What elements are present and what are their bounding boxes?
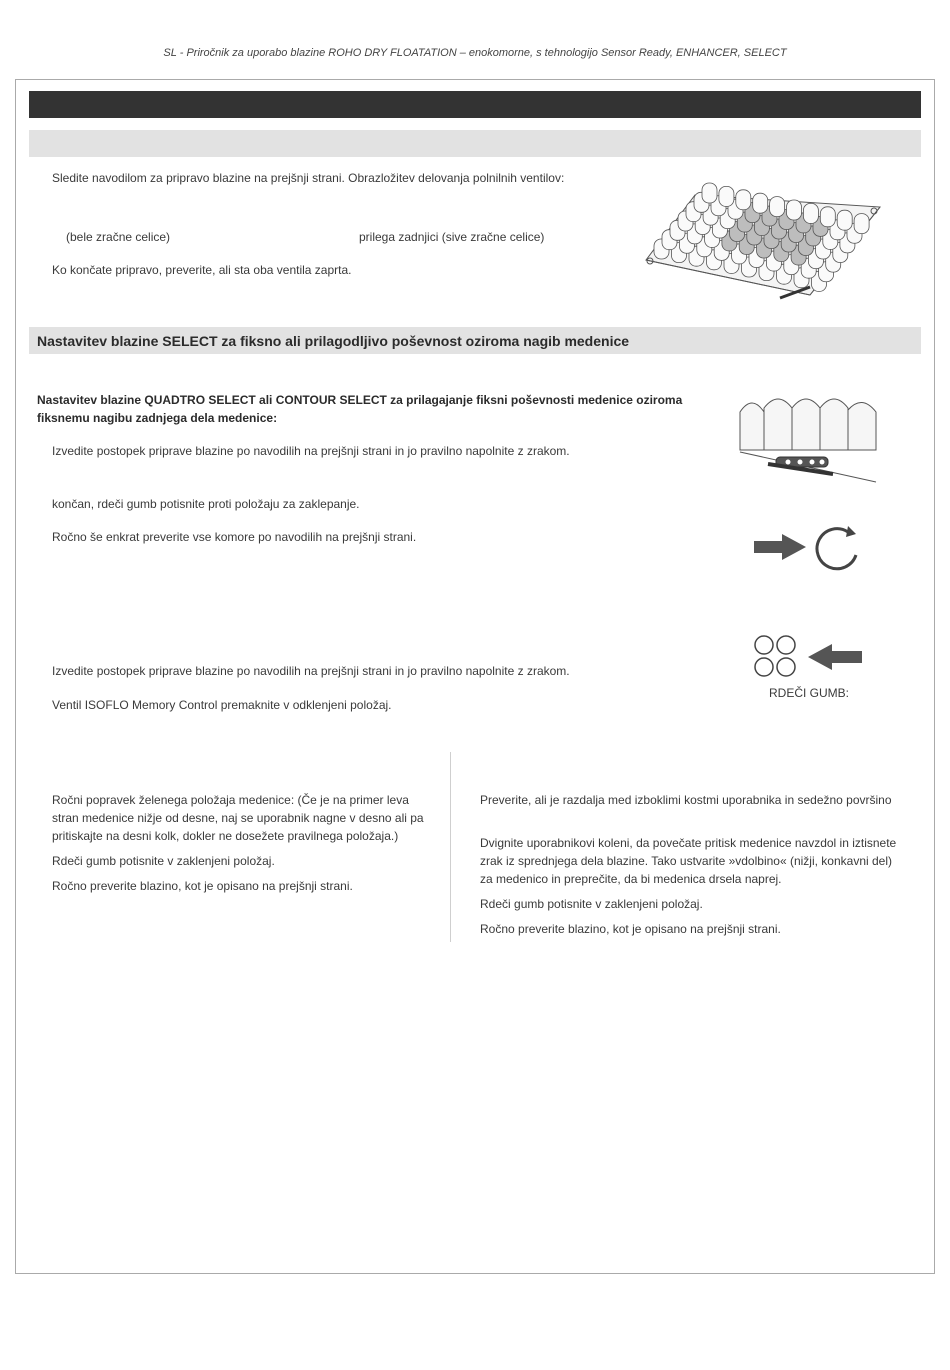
running-header: SL - Priročnik za uporabo blazine ROHO DRY FLOATATION – enokomorne, s tehnologijo Sensor Ready, ENHANCER, SELECT (163, 47, 787, 59)
cushion-illustration (640, 165, 885, 305)
column-divider (450, 752, 451, 942)
white-air-cell (753, 193, 768, 213)
lock-arrow-icon (752, 523, 867, 571)
prep-intro: Sledite navodilom za pripravo blazine na prejšnji strani. Obrazložitev delovanja polnilnih ventilov: (52, 171, 565, 185)
adjustable-step-2: Ventil ISOFLO Memory Control premaknite v odklenjeni položaj. (52, 698, 392, 712)
prep-right-cells: prilega zadnjici (sive zračne celice) (359, 230, 545, 244)
right-col-p3: Rdeči gumb potisnite v zaklenjeni položaj. (480, 897, 703, 911)
fixed-heading: Nastavitev blazine QUADTRO SELECT ali CONTOUR SELECT za prilagajanje fiksni poševnosti medenice oziroma fiksnemu nagibu zadnjega dela medenice: (37, 393, 683, 425)
adjustable-step-1: Izvedite postopek priprave blazine po navodilih na prejšnji strani in jo pravilno napolnite z zrakom. (52, 664, 570, 678)
fixed-step-1: Izvedite postopek priprave blazine po navodilih na prejšnji strani in jo pravilno napolnite z zrakom. (52, 444, 570, 458)
white-air-cell (702, 183, 717, 203)
prep-left-cells: (bele zračne celice) (66, 230, 171, 244)
white-air-cell (736, 190, 751, 210)
chapter-title-bar (29, 91, 921, 118)
fixed-step-3: Ročno še enkrat preverite vse komore po navodilih na prejšnji strani. (52, 530, 417, 544)
prep-check: Ko končate pripravo, preverite, ali sta oba ventila zaprta. (52, 263, 352, 277)
subsection-bar (29, 130, 921, 157)
white-air-cell (719, 186, 734, 206)
left-col-p3: Ročno preverite blazino, kot je opisano na prejšnji strani. (52, 879, 353, 893)
white-air-cell (803, 203, 818, 223)
cushion-valve-illustration (738, 390, 880, 488)
left-col-p1: Ročni popravek želenega položaja medenice: (Če je na primer leva stran medenice nižje od desne, naj se uporabnik nagne v desno ali pa pritiskajte na desni kolk, dokler ne dosežete pravilnega položaja.) (52, 793, 424, 843)
white-air-cell (837, 210, 852, 230)
right-col-p4: Ročno preverite blazino, kot je opisano na prejšnji strani. (480, 922, 781, 936)
white-air-cell (770, 197, 785, 217)
red-button-label: RDEČI GUMB: (769, 686, 850, 700)
fixed-step-2: končan, rdeči gumb potisnite proti položaju za zaklepanje. (52, 497, 360, 511)
left-col-p2: Rdeči gumb potisnite v zaklenjeni položaj. (52, 854, 275, 868)
white-air-cell (854, 214, 869, 234)
white-air-cell (820, 207, 835, 227)
white-air-cell (787, 200, 802, 220)
right-col-p2: Dvignite uporabnikovi koleni, da povečate pritisk medenice navzdol in iztisnete zrak iz sprednjega dela blazine. Tako ustvarite »vdolbino« (nižji, konkavni del) za medenico in preprečite, da bi medenica drsela naprej. (480, 836, 897, 886)
unlock-arrow-icon (752, 633, 867, 681)
right-col-p1: Preverite, ali je razdalja med izboklimi kostmi uporabnika in sedežno površino (480, 793, 892, 807)
section-title: Nastavitev blazine SELECT za fiksno ali prilagodljivo poševnost oziroma nagib medenice (37, 333, 630, 349)
